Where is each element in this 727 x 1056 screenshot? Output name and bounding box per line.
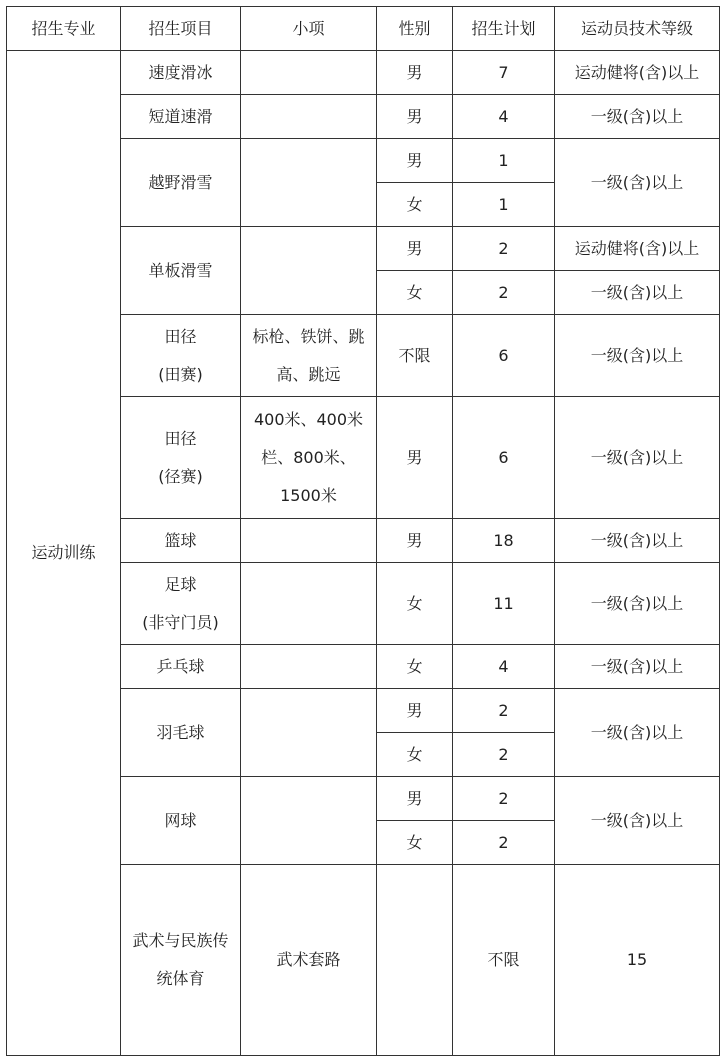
sub-item-empty	[241, 519, 377, 563]
gender-cell: 女	[377, 733, 453, 777]
grade-cell: 一级(含)以上	[555, 271, 720, 315]
header-plan: 招生计划	[453, 7, 555, 51]
project-football	[121, 563, 241, 645]
sub-item-line: 栏、800米、	[261, 447, 356, 467]
project-wushu-routine: 武术套路	[241, 865, 377, 1056]
project-line: (非守门员)	[142, 612, 219, 632]
grade-cell: 运动健将(含)以上	[555, 227, 720, 271]
gender-cell: 男	[377, 51, 453, 95]
grade-cell: 一级(含)以上	[555, 397, 720, 519]
grade-cell: 一级(含)以上	[555, 777, 720, 865]
sub-item-empty	[241, 689, 377, 777]
plan-cell: 2	[453, 821, 555, 865]
plan-cell: 7	[453, 51, 555, 95]
plan-cell: 2	[453, 227, 555, 271]
gender-cell: 女	[377, 645, 453, 689]
sub-item-empty	[377, 865, 453, 1056]
plan-cell: 18	[453, 519, 555, 563]
gender-cell: 男	[377, 139, 453, 183]
sub-item-line: 标枪、铁饼、跳	[252, 326, 365, 346]
gender-cell: 女	[377, 563, 453, 645]
sub-item-empty	[241, 645, 377, 689]
plan-cell: 6	[453, 315, 555, 397]
project-snowboard: 单板滑雪	[121, 227, 241, 315]
grade-cell: 一级(含)以上	[555, 139, 720, 227]
grade-cell: 一级(含)以上	[555, 95, 720, 139]
header-sub-item: 小项	[241, 7, 377, 51]
gender-cell: 不限	[453, 865, 555, 1056]
plan-cell: 4	[453, 95, 555, 139]
major-line: 武术与民族传	[132, 931, 229, 950]
plan-cell: 2	[453, 689, 555, 733]
project-line: 足球	[164, 574, 197, 594]
gender-cell: 女	[377, 183, 453, 227]
sub-item-track	[241, 397, 377, 519]
project-speed-skating: 速度滑冰	[121, 51, 241, 95]
table-row	[7, 51, 720, 95]
major-line: 统体育	[156, 969, 205, 988]
sub-item-empty	[241, 777, 377, 865]
sub-item-line: 1500米	[280, 485, 337, 505]
project-badminton: 羽毛球	[121, 689, 241, 777]
grade-cell: 一级(含)以上	[555, 689, 720, 777]
gender-cell: 男	[377, 227, 453, 271]
plan-cell: 2	[453, 733, 555, 777]
plan-cell: 15	[555, 865, 720, 1056]
grade-cell: 运动健将(含)以上	[555, 51, 720, 95]
gender-cell: 男	[377, 397, 453, 519]
sub-item-empty	[241, 95, 377, 139]
sub-item-empty	[241, 227, 377, 315]
sub-item-line: 高、跳远	[276, 364, 341, 384]
grade-cell: 一级(含)以上	[555, 563, 720, 645]
header-grade: 运动员技术等级	[555, 7, 720, 51]
project-tennis: 网球	[121, 777, 241, 865]
sub-item-empty	[241, 563, 377, 645]
gender-cell: 女	[377, 271, 453, 315]
plan-cell: 2	[453, 271, 555, 315]
project-line: (径赛)	[158, 466, 203, 486]
sub-item-empty	[241, 51, 377, 95]
gender-cell: 男	[377, 777, 453, 821]
gender-cell: 不限	[377, 315, 453, 397]
project-line: 田径	[164, 428, 197, 448]
grade-cell: 一级(含)以上	[555, 645, 720, 689]
project-table-tennis: 乒乓球	[121, 645, 241, 689]
project-basketball: 篮球	[121, 519, 241, 563]
major-wushu	[121, 865, 241, 1056]
header-row	[7, 7, 720, 51]
project-line: 田径	[164, 326, 197, 346]
sub-item-empty	[241, 139, 377, 227]
project-athletics-track	[121, 397, 241, 519]
plan-cell: 6	[453, 397, 555, 519]
header-project: 招生项目	[121, 7, 241, 51]
project-cross-country: 越野滑雪	[121, 139, 241, 227]
project-line: (田赛)	[158, 364, 203, 384]
plan-cell: 4	[453, 645, 555, 689]
header-gender: 性别	[377, 7, 453, 51]
grade-cell: 一级(含)以上	[555, 519, 720, 563]
gender-cell: 男	[377, 689, 453, 733]
project-short-track: 短道速滑	[121, 95, 241, 139]
gender-cell: 男	[377, 519, 453, 563]
major-training: 运动训练	[7, 51, 121, 1056]
grade-cell: 一级(含)以上	[555, 315, 720, 397]
header-major: 招生专业	[7, 7, 121, 51]
admissions-table	[6, 6, 720, 1056]
sub-item-line: 400米、400米	[253, 409, 364, 429]
gender-cell: 男	[377, 95, 453, 139]
plan-cell: 11	[453, 563, 555, 645]
sub-item-field	[241, 315, 377, 397]
plan-cell: 2	[453, 777, 555, 821]
gender-cell: 女	[377, 821, 453, 865]
plan-cell: 1	[453, 183, 555, 227]
project-athletics-field	[121, 315, 241, 397]
plan-cell: 1	[453, 139, 555, 183]
